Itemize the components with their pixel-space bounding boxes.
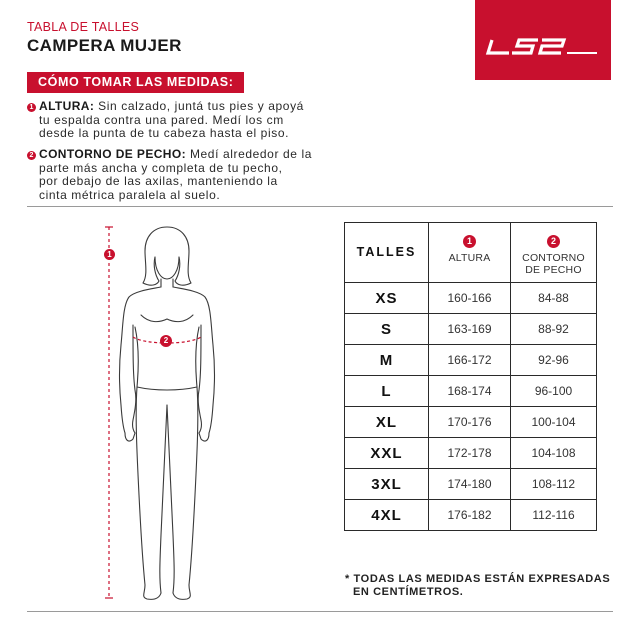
height-cell: 168-174 [429, 376, 511, 407]
height-cell: 176-182 [429, 500, 511, 531]
instruction-chest-line: Medí alrededor de la [189, 147, 313, 161]
howto-heading: CÓMO TOMAR LAS MEDIDAS: [27, 72, 244, 93]
instruction-chest-line: por debajo de las axilas, manteniendo la [39, 174, 278, 188]
page-title: CAMPERA MUJER [27, 36, 182, 55]
step-1-badge: 1 [27, 103, 36, 112]
table-row [345, 283, 597, 314]
instruction-chest-line: parte más ancha y completa de tu pecho, [39, 160, 283, 175]
height-cell: 174-180 [429, 469, 511, 500]
chest-cell: 108-112 [511, 469, 597, 500]
chest-marker-badge: 2 [160, 335, 172, 347]
instruction-chest [39, 148, 339, 202]
footnote [345, 573, 610, 598]
instruction-height-line: desde la punta de tu cabeza hasta el piso. [39, 126, 290, 140]
height-cell: 166-172 [429, 345, 511, 376]
size-cell: 3XL [345, 469, 429, 500]
height-cell: 170-176 [429, 407, 511, 438]
height-column-label: ALTURA [448, 252, 491, 264]
instruction-height [39, 100, 339, 141]
size-cell: XXL [345, 438, 429, 469]
height-column-number: 1 [463, 235, 476, 248]
instruction-chest-line: cinta métrica paralela al suelo. [39, 187, 221, 202]
table-row [345, 438, 597, 469]
table-row [345, 500, 597, 531]
footnote-line1: * TODAS LAS MEDIDAS ESTÁN EXPRESADAS [345, 573, 611, 585]
brand-logo [475, 0, 611, 80]
top-divider [27, 206, 613, 207]
size-cell: 4XL [345, 500, 429, 531]
chest-column-label-line2: DE PECHO [525, 264, 582, 276]
chest-cell: 88-92 [511, 314, 597, 345]
chest-cell: 100-104 [511, 407, 597, 438]
size-cell: XS [345, 283, 429, 314]
chest-column-label-line1: CONTORNO [522, 252, 585, 264]
height-cell: 163-169 [429, 314, 511, 345]
table-row [345, 345, 597, 376]
size-cell: L [345, 376, 429, 407]
size-cell: S [345, 314, 429, 345]
bottom-divider [27, 611, 613, 612]
page-subtitle: TABLA DE TALLES [27, 20, 140, 34]
chest-cell: 104-108 [511, 438, 597, 469]
chest-cell: 84-88 [511, 283, 597, 314]
height-cell: 172-178 [429, 438, 511, 469]
size-column-header: TALLES [345, 223, 429, 283]
size-cell: XL [345, 407, 429, 438]
table-row [345, 407, 597, 438]
instruction-height-label: ALTURA: [39, 99, 95, 113]
body-figure-illustration [95, 215, 235, 610]
size-table-header-row [345, 223, 597, 283]
height-column-header [429, 223, 511, 283]
chest-cell: 112-116 [511, 500, 597, 531]
chest-cell: 92-96 [511, 345, 597, 376]
instruction-height-line: tu espalda contra una pared. Medí los cm [39, 112, 284, 127]
step-2-badge: 2 [27, 151, 36, 160]
size-cell: M [345, 345, 429, 376]
table-row [345, 314, 597, 345]
chest-column-number: 2 [547, 235, 560, 248]
chest-column-header [511, 223, 597, 283]
table-row [345, 376, 597, 407]
instruction-height-line: Sin calzado, juntá tus pies y apoyá [98, 99, 304, 113]
chest-cell: 96-100 [511, 376, 597, 407]
height-marker-badge: 1 [104, 249, 115, 260]
table-row [345, 469, 597, 500]
size-table [344, 222, 597, 531]
instruction-chest-label: CONTORNO DE PECHO: [39, 147, 186, 161]
footnote-line2: EN CENTÍMETROS. [353, 585, 464, 598]
height-cell: 160-166 [429, 283, 511, 314]
